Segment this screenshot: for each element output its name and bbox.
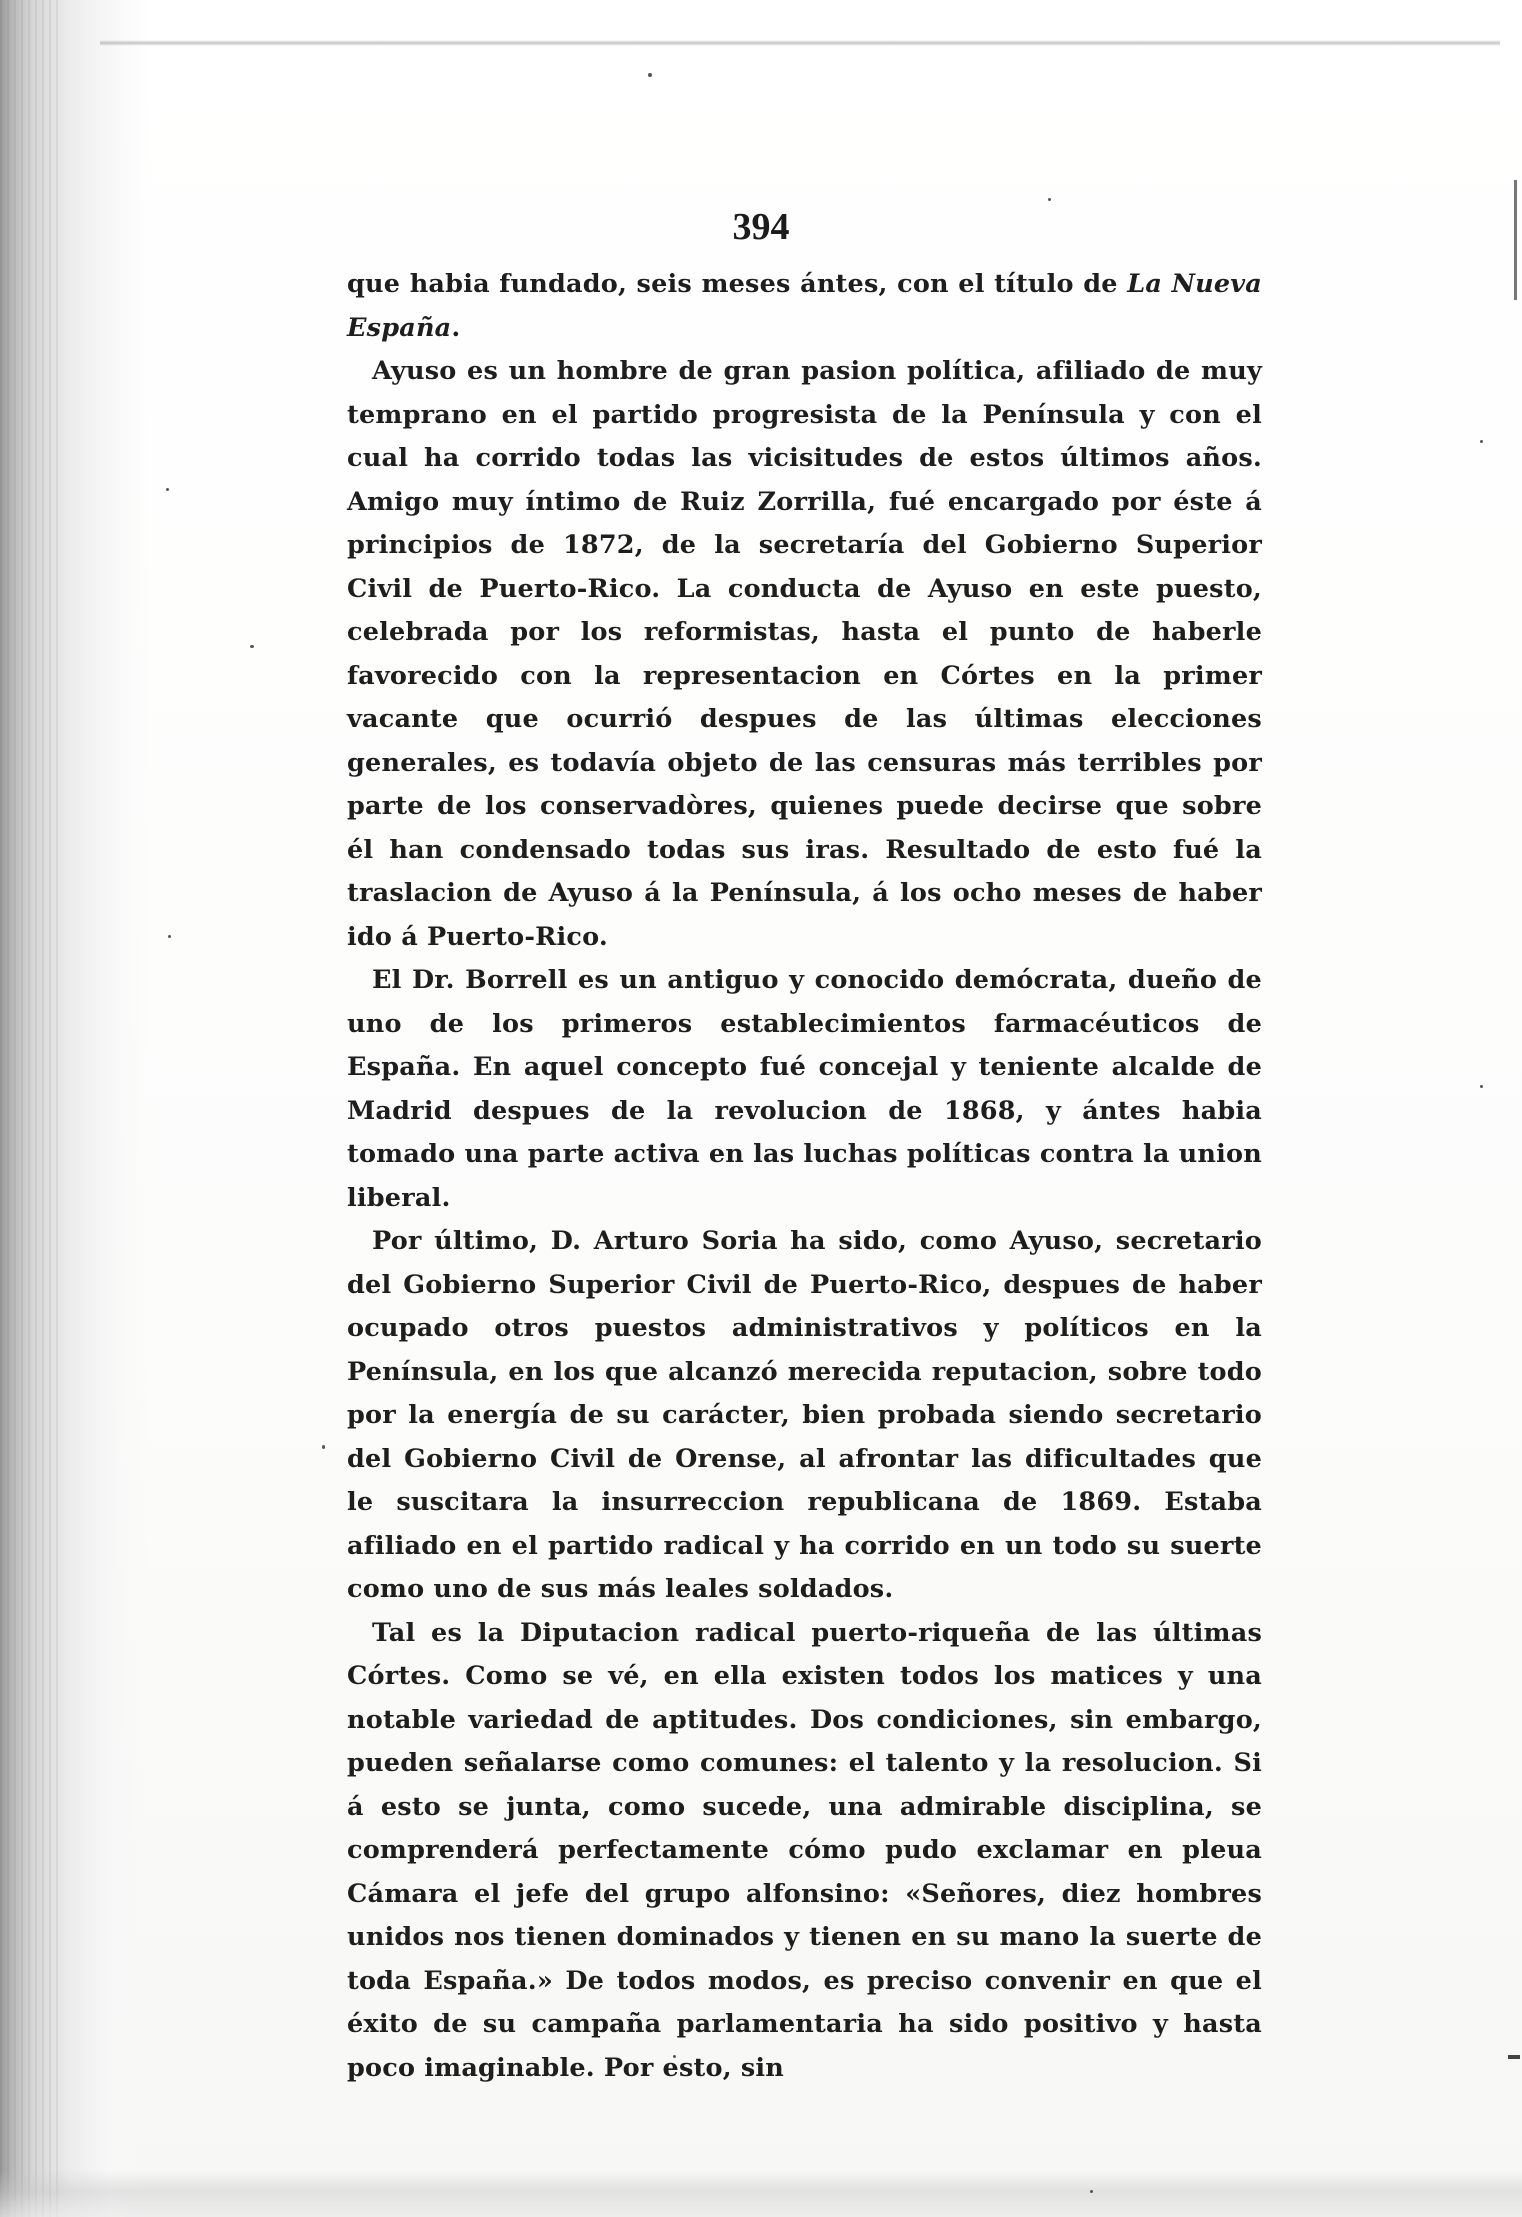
- paragraph-borrell: El Dr. Borrell es un antiguo y conocido demócrata, dueño de uno de los primeros establecimientos farmacéuticos de España. En aquel concepto fué concejal y teniente alcalde de Madrid despues de la revolucion de 1868, y ántes habia tomado una parte activa en las luchas políticas contra la union liberal.: [347, 965, 1262, 1213]
- scanner-line-top: [100, 40, 1500, 46]
- dust-speck: [322, 1445, 325, 1449]
- dust-speck: [1090, 2190, 1093, 2193]
- scanner-mark-right-lower: [1508, 2055, 1520, 2059]
- newspaper-title: La Nueva España: [347, 269, 1263, 343]
- paragraph-1-text: que habia fundado, seis meses ántes, con el título de: [347, 269, 1128, 299]
- dust-speck: [166, 488, 169, 491]
- dust-speck: [1480, 440, 1483, 443]
- dust-speck: [1048, 198, 1051, 201]
- scanner-streaks-left: [0, 0, 60, 2217]
- paragraph-1-end: .: [451, 312, 461, 343]
- body-text: [347, 263, 1262, 2090]
- paragraph-soria: Por último, D. Arturo Soria ha sido, como Ayuso, secretario del Gobierno Superior Civil de Puerto-Rico, despues de haber ocupado otros puestos administrativos y políticos en la Península, en los que alcanzó merecida reputacion, sobre todo por la energía de su carácter, bien probada siendo secretario del Gobierno Civil de Orense, al afrontar las dificultades que le suscitara la insurreccion republicana de 1869. Estaba afiliado en el partido radical y ha corrido en un todo su suerte como uno de sus más leales soldados.: [347, 1226, 1262, 1604]
- dust-speck: [250, 645, 254, 648]
- paragraph-continued: [347, 263, 1262, 350]
- dust-speck: [168, 935, 171, 938]
- paragraph-ayuso: Ayuso es un hombre de gran pasion política, afiliado de muy temprano en el partido progresista de la Península y con el cual ha corrido todas las vicisitudes de estos últimos años. Amigo muy íntimo de Ruiz Zorrilla, fué encargado por éste á principios de 1872, de la secretaría del Gobierno Superior Civil de Puerto-Rico. La conducta de Ayuso en este puesto, celebrada por los reformistas, hasta el punto de haberle favorecido con la representacion en Córtes en la primer vacante que ocurrió despues de las últimas elecciones generales, es todavía objeto de las censuras más terribles por parte de los conservadòres, quienes puede decirse que sobre él han condensado todas sus iras. Resultado de esto fué la traslacion de Ayuso á la Península, á los ocho meses de haber ido á Puerto-Rico.: [347, 356, 1262, 952]
- scanner-shadow-bottom: [0, 2170, 1522, 2217]
- dust-speck: [1480, 1085, 1483, 1088]
- dust-speck: [648, 73, 652, 77]
- page-number: 394: [732, 206, 790, 248]
- paragraph-diputacion: Tal es la Diputacion radical puerto-riqueña de las últimas Córtes. Como se vé, en ella existen todos los matices y una notable variedad de aptitudes. Dos condiciones, sin embargo, pueden señalarse como comunes: el talento y la resolucion. Si á esto se junta, como sucede, una admirable disciplina, se comprenderá perfectamente cómo pudo exclamar en pleua Cámara el jefe del grupo alfonsino: «Señores, diez hombres unidos nos tienen dominados y tienen en su mano la suerte de toda España.» De todos modos, es preciso convenir en que el éxito de su campaña parlamentaria ha sido positivo y hasta poco imaginable. Por esto, sin: [347, 1617, 1262, 2083]
